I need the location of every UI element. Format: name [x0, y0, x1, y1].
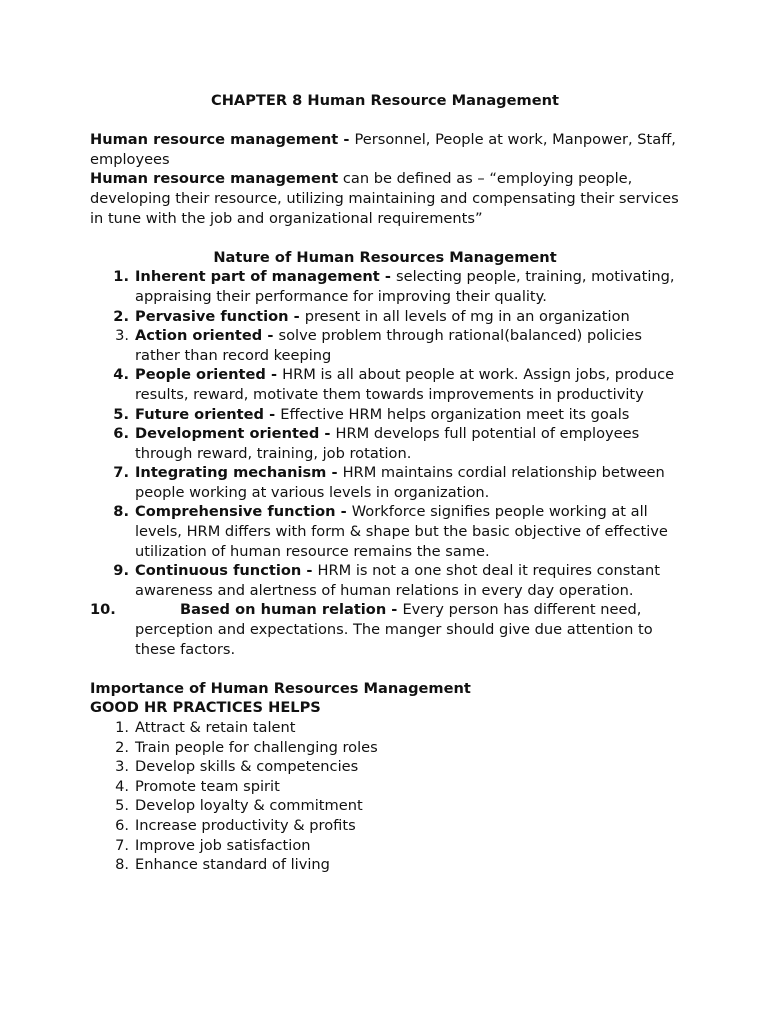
list-item: 10. Based on human relation - Every person has different need, perception and expectations. The manger should give due attention to these factors.: [90, 601, 653, 658]
list-item: 9. Continuous function - HRM is not a one shot deal it requires constant awareness and alertness of human relations in every day operation.: [113, 562, 661, 599]
list-item: 4. Promote team spirit: [115, 777, 280, 795]
list-item: 3. Develop skills & competencies: [115, 758, 359, 776]
intro-term-2: Human resource management: [90, 170, 339, 188]
list-item: 5. Develop loyalty & commitment: [115, 797, 363, 815]
list-item: 2. Pervasive function - present in all levels of mg in an organization: [113, 307, 630, 325]
list-item: 6. Development oriented - HRM develops full potential of employees through reward, training, job rotation.: [113, 425, 640, 462]
list-item: 1. Inherent part of management - selecting people, training, motivating, appraising their performance for improving their quality.: [113, 268, 675, 305]
list-item: 4. People oriented - HRM is all about people at work. Assign jobs, produce results, reward, motivate them towards improvements in productivity: [113, 366, 675, 403]
list-item: 3. Action oriented - solve problem through rational(balanced) policies rather than record keeping: [115, 327, 642, 364]
list-item: 8. Enhance standard of living: [115, 856, 330, 874]
list-item: 5. Future oriented - Effective HRM helps organization meet its goals: [113, 405, 630, 423]
intro-text-2: can be defined as – “employing people, developing their resource, utilizing maintaining and compensating their services in tune with the job and organizational requirements”: [90, 170, 679, 227]
list-item: 2. Train people for challenging roles: [115, 738, 378, 756]
list-item: 6. Increase productivity & profits: [115, 816, 356, 834]
list-item: 7. Improve job satisfaction: [115, 836, 311, 854]
list-item: 8. Comprehensive function - Workforce signifies people working at all levels, HRM differs with form & shape but the basic objective of effective utilization of human resource remains the same.: [113, 503, 668, 560]
importance-subheading: GOOD HR PRACTICES HELPS: [90, 699, 321, 717]
intro-term-1: Human resource management -: [90, 131, 355, 149]
intro-text-1: Personnel, People at work, Manpower, Staff, employees: [90, 131, 676, 168]
list-item: 7. Integrating mechanism - HRM maintains cordial relationship between people working at various levels in organization.: [113, 464, 665, 501]
importance-heading: Importance of Human Resources Management: [90, 679, 471, 697]
intro-paragraph-2: [90, 169, 680, 228]
nature-heading: Nature of Human Resources Management: [213, 248, 557, 266]
nature-list: [90, 267, 680, 659]
document-body: [90, 91, 680, 875]
page-title: CHAPTER 8 Human Resource Management: [210, 92, 559, 109]
intro-paragraph-1: [90, 130, 680, 169]
list-item: 1. Attract & retain talent: [115, 719, 296, 736]
importance-list: [90, 718, 680, 875]
